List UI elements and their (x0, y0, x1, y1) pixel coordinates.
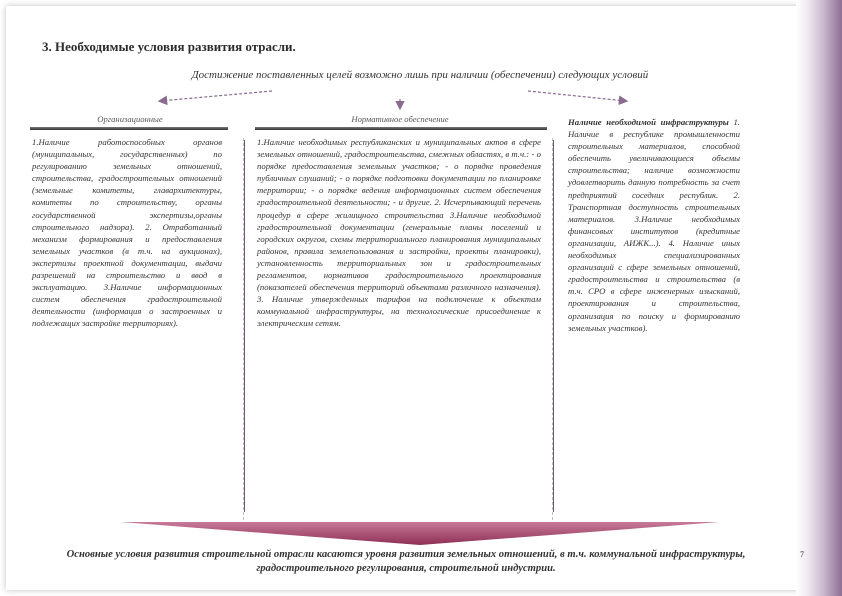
arrow-left (160, 91, 272, 101)
slide-title: 3. Необходимые условия развития отрасли. (42, 39, 296, 54)
col1-text: 1.Наличие работоспособных органов (муниципальных, государственных) по регулированию земельных отношений, строительства, градостроительных отношений (земельные комитеты, главархитектуры, комитеты по строительству, органы государственной экспертизы,органы строительного надзора). 2. Отработанный механизм формирования и предоставления земельных участков (в т.ч. на аукционах), экспертизы проектной документации, выдачи разрешений на строительство и ввод в эксплуатацию. 3.Наличие информационных систем обеспечения градостроительной деятельности (информация о застроенных и подлежащих застройке территориях). (32, 137, 222, 329)
summary-text: Основные условия развития строительной отрасли касаются уровня развития земельных отношений, в т.ч. коммунальной инфраструктуры, градостроительного регулирования, строительной индустрии. (66, 549, 746, 574)
col1-rule (30, 127, 228, 130)
divider-right-line (553, 140, 554, 512)
col2-rule (255, 127, 547, 130)
summary-arrow (120, 518, 720, 548)
col1-heading: Организационные (97, 114, 163, 124)
intro-text: Достижение поставленных целей возможно лишь при наличии (обеспечении) следующих условий (191, 69, 649, 81)
arrow-right (528, 91, 626, 101)
col3-heading: Наличие необходимой инфраструктуры (568, 117, 729, 127)
col2-text: 1.Наличие необходимых республиканских и муниципальных актов в сфере земельных отношений, градостроительства, смежных областях, в т.ч.: - о порядке предоставления земельных участков; - о порядке проведения публичных слушаний; - о порядке подготовки документации по планировке территории; - о порядке ведения информационных систем обеспечения градостроительной деятельности; - и другие. 2. Исчерпывающий перечень процедур в сфере жилищного строительства 3.Наличие необходимой градостроительной документации (генеральные планы поселений и городских округов, схемы территориального планирования муниципальных районов, правила землепользования и застройки, проекты планировки), установленность территориальных зон и градостроительных регламентов, нормативов градостроительного проектирования (показателей обеспечения территорий объектами различного назначения). 3. Наличие утвержденных тарифов на подключение к объектам коммунальной инфраструктуры, на технологические присоединение к электрическим сетям. (257, 137, 541, 329)
page-number: 7 (800, 550, 804, 559)
col2-heading: Нормативное обеспечение (351, 114, 449, 124)
divider-left-line (244, 140, 245, 512)
col3-body: 1. Наличие в республике промышленности строительных материалов, способной обеспечить увеличивающиеся объемы строительства; наличие возможности удовлетворить данную потребность за счет предприятий соседних республик. 2. Транспортная доступность строительных материалов. 3.Наличие необходимых финансовых институтов (кредитные организации, АИЖК...). 4. Наличие иных необходимых специализированных организаций с сфере земельных отношений, градостроительства и строительства (в т.ч. СРО в сфере инженерных изысканий, проектирования и строительства, организация по поиску и формированию земельных участков). (568, 117, 740, 333)
col3-text (568, 116, 740, 334)
